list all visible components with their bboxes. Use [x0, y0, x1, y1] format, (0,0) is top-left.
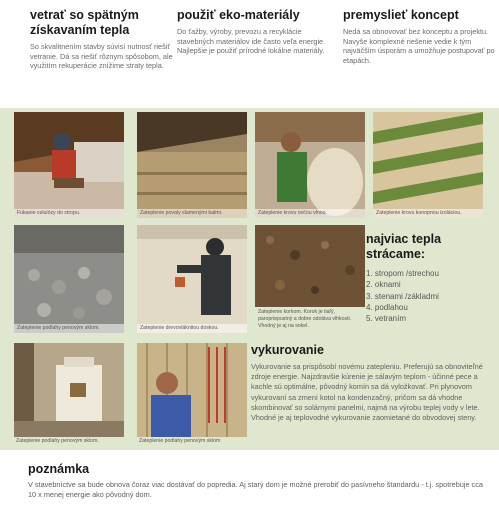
photo-straw-bales [137, 112, 247, 218]
heat-loss-item: 3. stenami /základmi [366, 291, 439, 301]
column-eco-materials [177, 8, 332, 56]
concept-title: premyslieť koncept [343, 8, 459, 22]
photo-foam-glass [14, 225, 124, 333]
eco-materials-text: Do ťažby, výroby, prevozu a recyklácie stavebných materiálov ide často veľa energie. Najlepšie je použiť prírodné lokálne materiály. [177, 27, 326, 56]
ventilation-title: vetrať so spätným získavaním tepla [30, 8, 139, 37]
wall-heating-worker-image [137, 343, 247, 437]
heating-title: vykurovanie [251, 343, 324, 357]
column-concept [343, 8, 498, 65]
note-text: V stavebníctve sa bude obnova čoraz viac dostávať do popredia. Aj starý dom je možné prerobiť do pasívneho štandardu - t.j. spotrebuje cca 10 x menej energie ako pôvodný dom. [28, 480, 483, 499]
heat-loss-item: 5. vetraním [366, 314, 407, 324]
note-section [28, 462, 488, 500]
stove-caption: Zateplenie podlahy penovým sklom. [16, 438, 99, 444]
photo-cellulose [14, 112, 124, 218]
photo-caption: Zateplenie krovu ovčou vlnou. [255, 209, 365, 218]
photo-wall-heating [137, 343, 247, 437]
photo-caption: Zateplenie krovu konopnou izoláciou. [373, 209, 483, 218]
wall-heating-caption: Zateplenie podlahy penovým sklom [139, 438, 221, 444]
heat-loss-title: najviac tepla strácame: [366, 232, 442, 261]
heat-loss-item: 2. oknami [366, 280, 401, 290]
photo-sheep-wool [255, 112, 365, 218]
column-ventilation [30, 8, 185, 71]
wool-worker-image [255, 112, 365, 218]
heating-section [251, 343, 496, 423]
foam-glass-image [14, 225, 124, 333]
hemp-insulation-image [373, 112, 483, 218]
note-title: poznámka [28, 462, 90, 476]
concept-text: Nedá sa obnovovať bez konceptu a projektu. Navyše komplexné riešenie vedie k tým najväčším úsporám a umožňuje postupovať po etapách. [343, 27, 495, 65]
photo-caption: Fúkanie celulózy do stropu. [14, 209, 124, 218]
heat-loss-item: 4. podlahou [366, 302, 408, 312]
heat-loss-list [366, 232, 496, 324]
eco-materials-title: použiť eko-materiály [177, 8, 300, 22]
attic-worker-image [14, 112, 124, 218]
photo-wood-fiber [137, 225, 247, 333]
tile-stove-image [14, 343, 124, 437]
photo-cork [255, 225, 365, 307]
wood-fiber-worker-image [137, 225, 247, 333]
photo-caption: Zateplenie drevovláknitou doskou. [137, 324, 247, 333]
photo-caption: Zateplenie podlahy penovým sklom. [14, 324, 124, 333]
photo-caption: Zateplenie povaly slamenými balmi. [137, 209, 247, 218]
straw-attic-image [137, 112, 247, 218]
heating-text: Vykurovanie sa prispôsobí novému zatepleniu. Preferujú sa obnoviteľné zdroje energie. Najzdravšie kúrenie je sálavým teplom - účinné pece a kachle sú optimálne, pôvodný komín sa dá vyložkovať. Pri plynovom vykurovaní sa zmení kotol na kondenzačný, pričom sa dá vhodne skombinovať so solárnymi panelmi, najmä na výrobu teplej vody v lete. Vhodné je aj teplovodné vykurovanie zaomietané do obvodovej steny. [251, 362, 483, 423]
heat-loss-item: 1. stropom /strechou [366, 269, 439, 278]
photo-hemp [373, 112, 483, 218]
cork-image [255, 225, 365, 307]
photo-stove [14, 343, 124, 437]
cork-caption: Zateplenie korkom. Korok je tiaľý, paropriepustný a dobre odoláva vlhkosti. Vhodný je aj na sokel. [258, 309, 352, 329]
ventilation-text: So skvalitnením stavby súvisí nutnosť riešiť vetranie. Dá sa riešiť rôznym spôsobom, ale využitím rekuperácie znížime straty tepla. [30, 42, 173, 71]
